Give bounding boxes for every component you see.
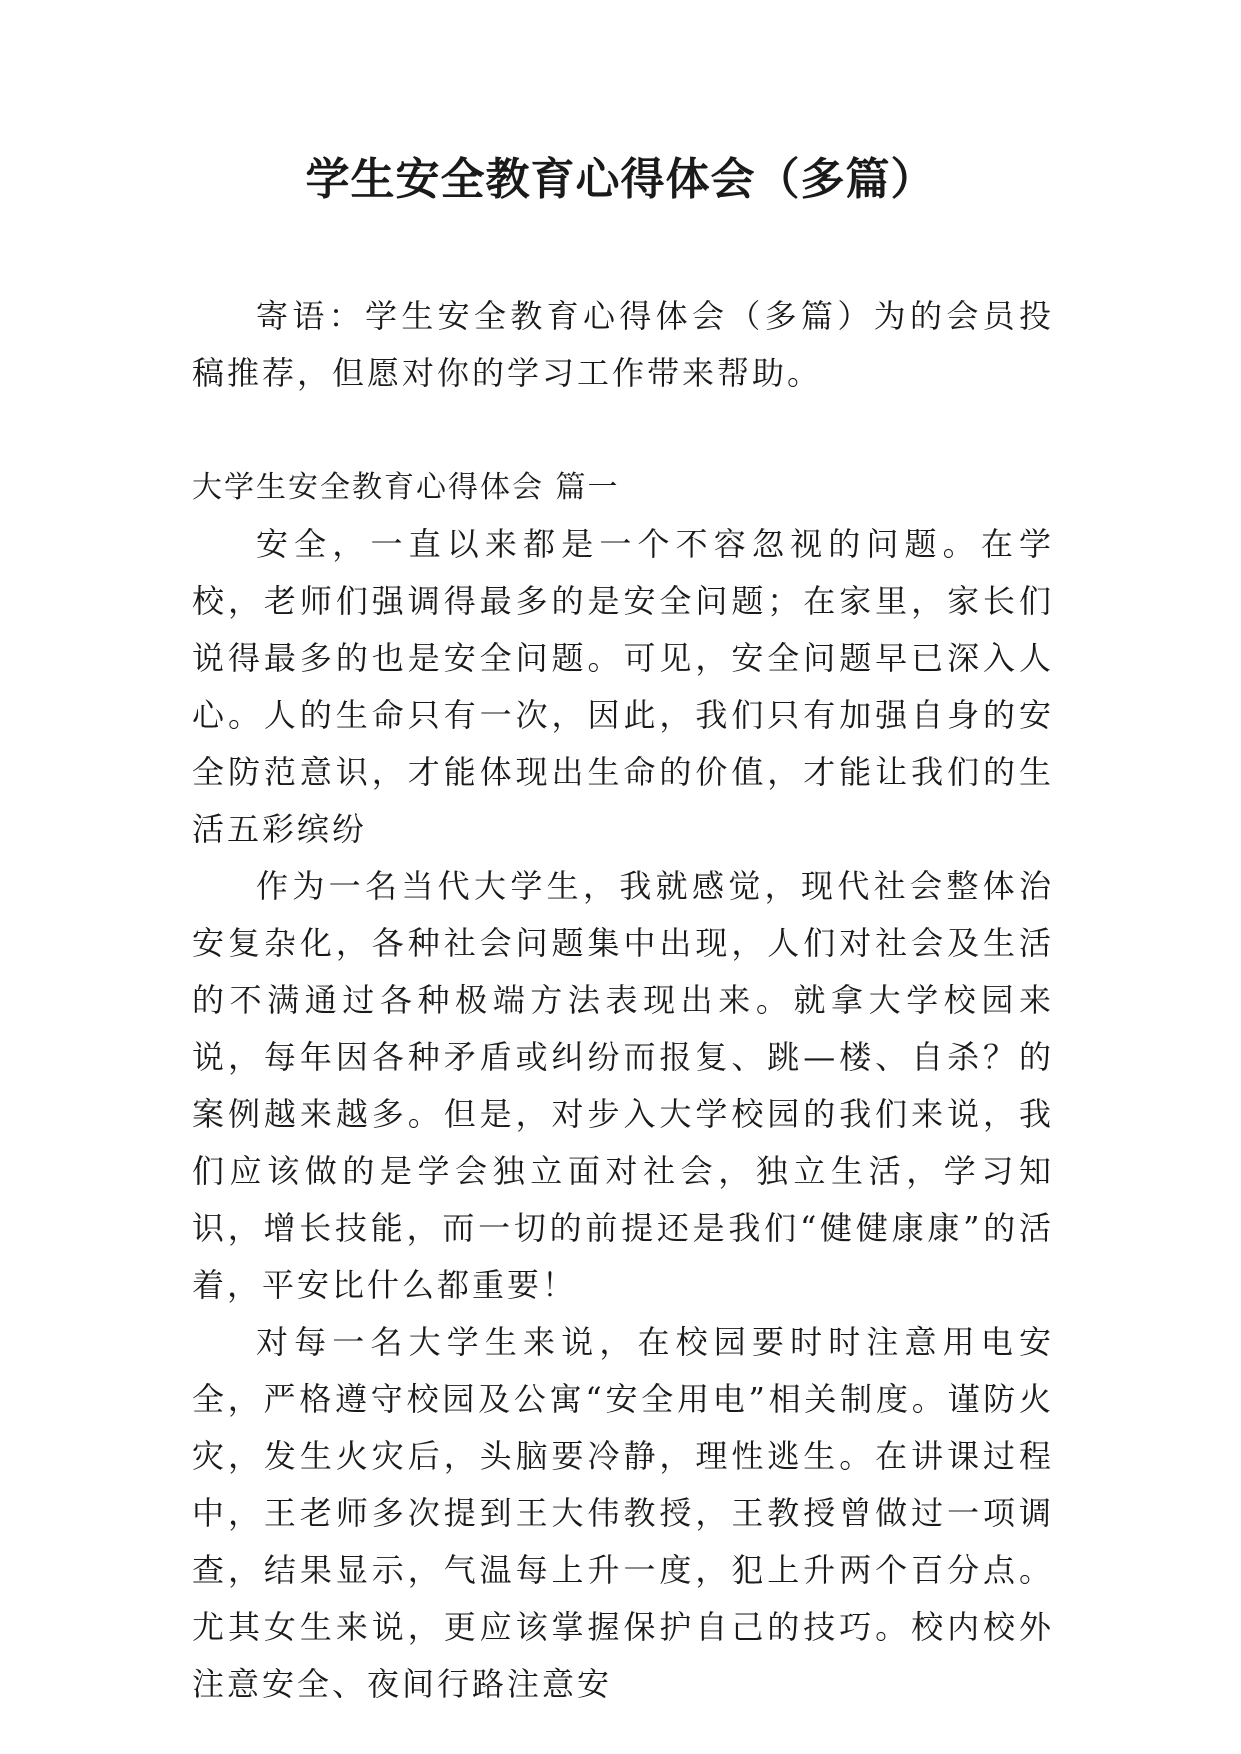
body-paragraph-2: 作为一名当代大学生，我就感觉，现代社会整体治安复杂化，各种社会问题集中出现，人们对社会及生活的不满通过各种极端方法表现出来。就拿大学校园来说，每年因各种矛盾或纠纷而报复、跳—楼、自杀？的案例越来越多。但是，对步入大学校园的我们来说，我们应该做的是学会独立面对社会，独立生活，学习知识，增长技能，而一切的前提还是我们“健健康康”的活着，平安比什么都重要！ (192, 867, 1054, 1304)
intro-paragraph: 寄语：学生安全教育心得体会（多篇）为的会员投稿推荐，但愿对你的学习工作带来帮助。 (192, 297, 1054, 392)
paragraph-gap (192, 402, 1054, 459)
body-paragraph-3: 对每一名大学生来说，在校园要时时注意用电安全，严格遵守校园及公寓“安全用电”相关制度。谨防火灾，发生火灾后，头脑要冷静，理性逃生。在讲课过程中，王老师多次提到王大伟教授，王教授曾做过一项调查，结果显示，气温每上升一度，犯上升两个百分点。尤其女生来说，更应该掌握保护自己的技巧。校内校外注意安全、夜间行路注意安 (192, 1323, 1054, 1703)
document-body (192, 288, 1054, 1713)
body-paragraph-1: 安全，一直以来都是一个不容忽视的问题。在学校，老师们强调得最多的是安全问题；在家里，家长们说得最多的也是安全问题。可见，安全问题早已深入人心。人的生命只有一次，因此，我们只有加强自身的安全防范意识，才能体现出生命的价值，才能让我们的生活五彩缤纷 (192, 525, 1054, 848)
section-heading: 大学生安全教育心得体会 篇一 (192, 470, 620, 505)
document-title: 学生安全教育心得体会（多篇） (305, 154, 936, 205)
